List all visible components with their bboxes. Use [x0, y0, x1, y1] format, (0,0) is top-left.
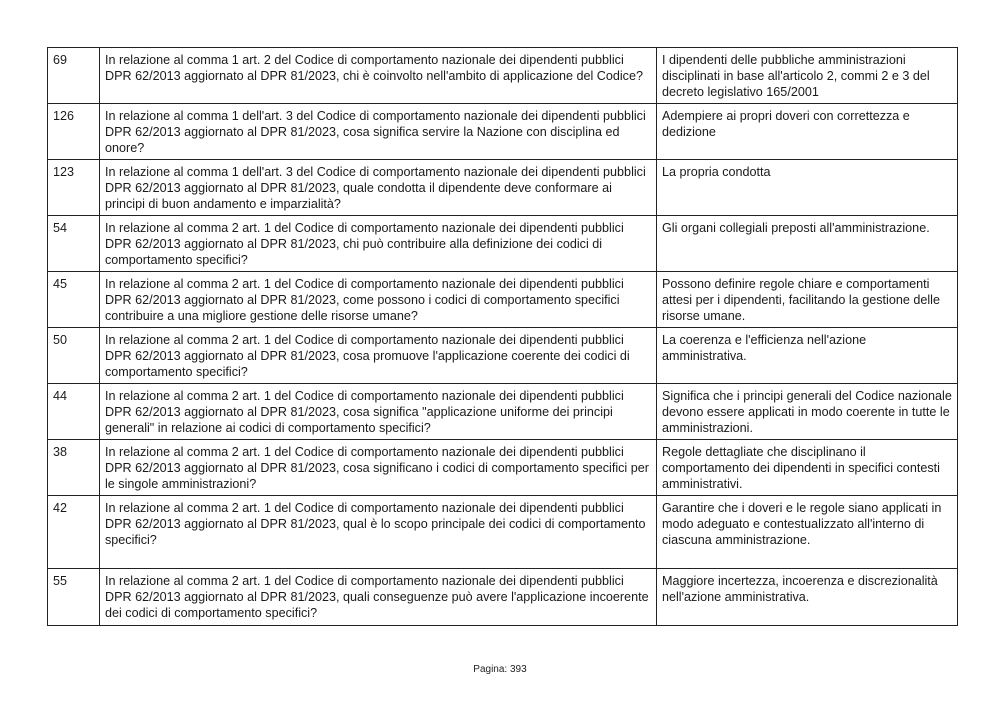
- table-row: [48, 160, 958, 216]
- question-number: 42: [48, 496, 100, 569]
- table-row: [48, 496, 958, 569]
- table-row: [48, 104, 958, 160]
- question-number: 38: [48, 440, 100, 496]
- question-number: 45: [48, 272, 100, 328]
- question-text: In relazione al comma 1 dell'art. 3 del Codice di comportamento nazionale dei dipendenti pubblici DPR 62/2013 aggiornato al DPR 81/2023, cosa significa servire la Nazione con disciplina ed onore?: [100, 104, 657, 160]
- question-number: 54: [48, 216, 100, 272]
- question-text: In relazione al comma 2 art. 1 del Codice di comportamento nazionale dei dipendenti pubblici DPR 62/2013 aggiornato al DPR 81/2023, come possono i codici di comportamento specifici contribuire a una migliore gestione delle risorse umane?: [100, 272, 657, 328]
- question-text: In relazione al comma 2 art. 1 del Codice di comportamento nazionale dei dipendenti pubblici DPR 62/2013 aggiornato al DPR 81/2023, cosa promuove l'applicazione coerente dei codici di comportamento specifici?: [100, 328, 657, 384]
- question-number: 44: [48, 384, 100, 440]
- question-text: In relazione al comma 2 art. 1 del Codice di comportamento nazionale dei dipendenti pubblici DPR 62/2013 aggiornato al DPR 81/2023, chi può contribuire alla definizione dei codici di comportamento specifici?: [100, 216, 657, 272]
- questions-table: [47, 47, 958, 626]
- question-text: In relazione al comma 2 art. 1 del Codice di comportamento nazionale dei dipendenti pubblici DPR 62/2013 aggiornato al DPR 81/2023, quali conseguenze può avere l'applicazione incoerente dei codici di comportamento specifici?: [100, 569, 657, 626]
- answer-text: I dipendenti delle pubbliche amministrazioni disciplinati in base all'articolo 2, commi 2 e 3 del decreto legislativo 165/2001: [657, 48, 958, 104]
- question-number: 126: [48, 104, 100, 160]
- question-number: 123: [48, 160, 100, 216]
- question-text: In relazione al comma 2 art. 1 del Codice di comportamento nazionale dei dipendenti pubblici DPR 62/2013 aggiornato al DPR 81/2023, qual è lo scopo principale dei codici di comportamento specifici?: [100, 496, 657, 569]
- answer-text: Adempiere ai propri doveri con correttezza e dedizione: [657, 104, 958, 160]
- answer-text: Garantire che i doveri e le regole siano applicati in modo adeguato e contestualizzato all'interno di ciascuna amministrazione.: [657, 496, 958, 569]
- question-text: In relazione al comma 2 art. 1 del Codice di comportamento nazionale dei dipendenti pubblici DPR 62/2013 aggiornato al DPR 81/2023, cosa significano i codici di comportamento specifici per le singole amministrazioni?: [100, 440, 657, 496]
- question-number: 69: [48, 48, 100, 104]
- table-row: [48, 440, 958, 496]
- question-text: In relazione al comma 2 art. 1 del Codice di comportamento nazionale dei dipendenti pubblici DPR 62/2013 aggiornato al DPR 81/2023, cosa significa "applicazione uniforme dei principi generali" in relazione ai codici di comportamento specifici?: [100, 384, 657, 440]
- question-number: 55: [48, 569, 100, 626]
- table-row: [48, 328, 958, 384]
- table-row: [48, 569, 958, 626]
- question-number: 50: [48, 328, 100, 384]
- answer-text: Possono definire regole chiare e comportamenti attesi per i dipendenti, facilitando la gestione delle risorse umane.: [657, 272, 958, 328]
- question-text: In relazione al comma 1 dell'art. 3 del Codice di comportamento nazionale dei dipendenti pubblici DPR 62/2013 aggiornato al DPR 81/2023, quale condotta il dipendente deve conformare ai principi di buon andamento e imparzialità?: [100, 160, 657, 216]
- table-row: [48, 216, 958, 272]
- answer-text: La coerenza e l'efficienza nell'azione amministrativa.: [657, 328, 958, 384]
- answer-text: Regole dettagliate che disciplinano il comportamento dei dipendenti in specifici contesti amministrativi.: [657, 440, 958, 496]
- answer-text: Maggiore incertezza, incoerenza e discrezionalità nell'azione amministrativa.: [657, 569, 958, 626]
- answer-text: La propria condotta: [657, 160, 958, 216]
- page-number: Pagina: 393: [473, 664, 527, 675]
- table-row: [48, 272, 958, 328]
- answer-text: Gli organi collegiali preposti all'amministrazione.: [657, 216, 958, 272]
- question-text: In relazione al comma 1 art. 2 del Codice di comportamento nazionale dei dipendenti pubblici DPR 62/2013 aggiornato al DPR 81/2023, chi è coinvolto nell'ambito di applicazione del Codice?: [100, 48, 657, 104]
- table-row: [48, 384, 958, 440]
- table-row: [48, 48, 958, 104]
- answer-text: Significa che i principi generali del Codice nazionale devono essere applicati in modo coerente in tutte le amministrazioni.: [657, 384, 958, 440]
